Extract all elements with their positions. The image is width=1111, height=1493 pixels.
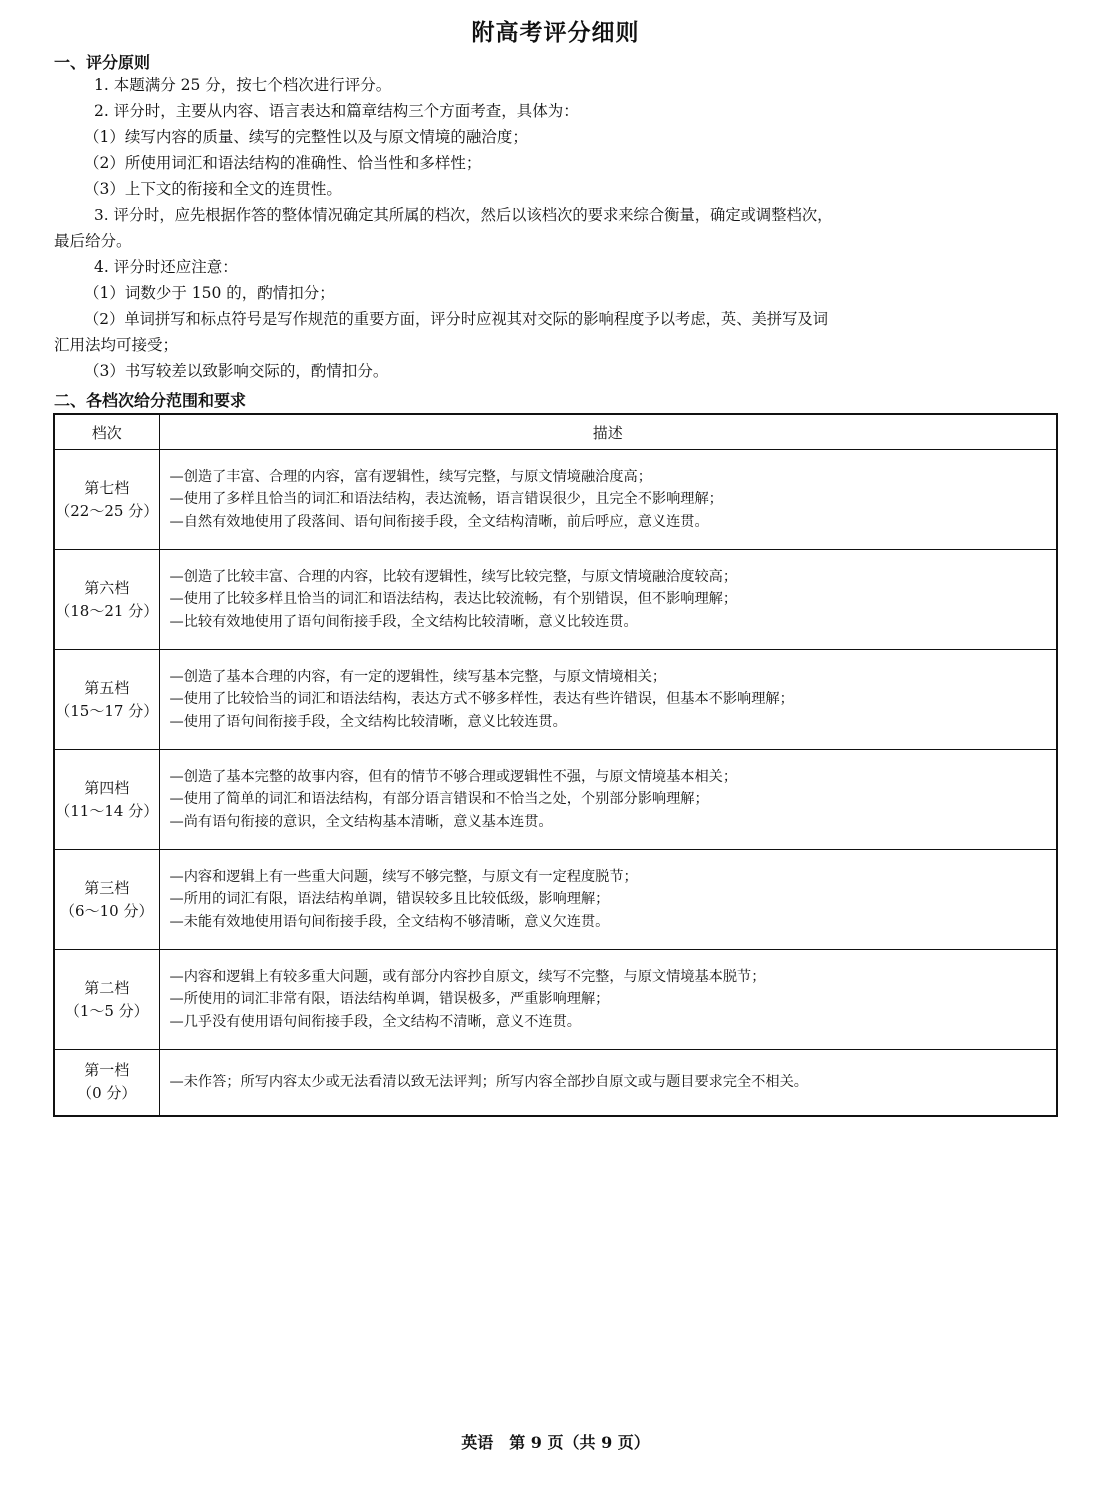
description-line: —创造了基本合理的内容，有一定的逻辑性，续写基本完整，与原文情境相关；: [169, 668, 667, 685]
level-range: （0 分）: [77, 1084, 137, 1103]
description-line: —内容和逻辑上有一些重大问题，续写不够完整，与原文有一定程度脱节；: [169, 868, 638, 885]
description-line: —几乎没有使用语句间衔接手段，全文结构不清晰，意义不连贯。: [169, 1013, 581, 1030]
description-line: —创造了丰富、合理的内容，富有逻辑性，续写完整，与原文情境融洽度高；: [169, 468, 652, 485]
description-line: —创造了基本完整的故事内容，但有的情节不够合理或逻辑性不强，与原文情境基本相关；: [169, 768, 738, 785]
rule-4-item-1: （1）词数少于 150 的，酌情扣分；: [84, 284, 335, 302]
level-range: （1～5 分）: [64, 1001, 149, 1020]
rule-2-item-3: （3）上下文的衔接和全文的连贯性。: [84, 180, 342, 198]
section-2-heading: 二、各档次给分范围和要求: [54, 391, 247, 410]
description-line: —未作答；所写内容太少或无法看清以致无法评判；所写内容全部抄自原文或与题目要求完全不相关。: [169, 1074, 808, 1090]
description-line: —使用了简单的词汇和语法结构，有部分语言错误和不恰当之处，个别部分影响理解；: [169, 791, 709, 808]
description-cell: [159, 1050, 1057, 1116]
description-line: —使用了语句间衔接手段，全文结构比较清晰，意义比较连贯。: [169, 713, 567, 730]
table-row: [54, 750, 1057, 850]
description-line: —比较有效地使用了语句间衔接手段，全文结构比较清晰，意义比较连贯。: [169, 613, 638, 630]
table-row: [54, 550, 1057, 650]
table-header-row: [54, 414, 1057, 450]
scoring-table: [53, 413, 1058, 1117]
level-name: 第三档: [84, 878, 130, 897]
level-cell: [54, 550, 159, 650]
document-title: 附高考评分细则: [471, 20, 640, 46]
rule-4-item-3: （3）书写较差以致影响交际的，酌情扣分。: [84, 362, 389, 380]
table-row: [54, 850, 1057, 950]
description-line: —内容和逻辑上有较多重大问题，或有部分内容抄自原文，续写不完整，与原文情境基本脱节；: [169, 968, 766, 985]
table-row: [54, 950, 1057, 1050]
level-cell: [54, 1050, 159, 1116]
level-cell: [54, 850, 159, 950]
level-cell: [54, 650, 159, 750]
rule-2: 2. 评分时，主要从内容、语言表达和篇章结构三个方面考查，具体为：: [94, 102, 579, 120]
description-line: —未能有效地使用语句间衔接手段，全文结构不够清晰，意义欠连贯。: [169, 913, 610, 930]
level-name: 第七档: [84, 478, 130, 497]
table-row: [54, 650, 1057, 750]
header-description: 描述: [159, 414, 1057, 450]
rule-2-item-1: （1）续写内容的质量、续写的完整性以及与原文情境的融洽度；: [84, 128, 528, 146]
level-name: 第四档: [84, 778, 130, 797]
description-line: —创造了比较丰富、合理的内容，比较有逻辑性，续写比较完整，与原文情境融洽度较高；: [169, 568, 738, 585]
section-1-heading: 一、评分原则: [54, 53, 151, 72]
description-cell: [159, 950, 1057, 1050]
level-name: 第六档: [84, 578, 130, 597]
description-cell: [159, 750, 1057, 850]
description-line: —使用了多样且恰当的词汇和语法结构，表达流畅，语言错误很少，且完全不影响理解；: [169, 491, 723, 508]
level-range: （15～17 分）: [55, 701, 159, 720]
description-line: —使用了比较多样且恰当的词汇和语法结构，表达比较流畅，有个别错误，但不影响理解；: [169, 591, 738, 608]
description-line: —尚有语句衔接的意识，全文结构基本清晰，意义基本连贯。: [169, 813, 553, 830]
rule-4-item-2-line-1: （2）单词拼写和标点符号是写作规范的重要方面，评分时应视其对交际的影响程度予以考虑，英、美拼写及词: [84, 310, 828, 328]
rule-4-item-2-line-2: 汇用法均可接受；: [54, 336, 179, 354]
level-cell: [54, 750, 159, 850]
rule-3-line-2: 最后给分。: [54, 232, 132, 250]
level-name: 第二档: [84, 978, 130, 997]
description-cell: [159, 650, 1057, 750]
level-range: （18～21 分）: [55, 601, 159, 620]
description-cell: [159, 850, 1057, 950]
table-row: [54, 1050, 1057, 1116]
table-row: [54, 450, 1057, 550]
description-line: —自然有效地使用了段落间、语句间衔接手段，全文结构清晰，前后呼应，意义连贯。: [169, 513, 709, 530]
level-name: 第五档: [84, 678, 130, 697]
level-cell: [54, 450, 159, 550]
description-line: —所用的词汇有限，语法结构单调，错误较多且比较低级，影响理解；: [169, 891, 610, 908]
rule-2-item-2: （2）所使用词汇和语法结构的准确性、恰当性和多样性；: [84, 154, 482, 172]
level-cell: [54, 950, 159, 1050]
level-name: 第一档: [84, 1061, 130, 1080]
description-line: —使用了比较恰当的词汇和语法结构，表达方式不够多样性，表达有些许错误，但基本不影响理解；: [169, 691, 794, 708]
description-cell: [159, 450, 1057, 550]
rule-1: 1. 本题满分 25 分，按七个档次进行评分。: [94, 76, 392, 94]
level-range: （6～10 分）: [60, 901, 154, 920]
header-level: 档次: [54, 414, 159, 450]
level-range: （22～25 分）: [55, 501, 159, 520]
description-line: —所使用的词汇非常有限，语法结构单调，错误极多，严重影响理解；: [169, 991, 610, 1008]
description-cell: [159, 550, 1057, 650]
level-range: （11～14 分）: [55, 801, 159, 820]
rule-3-line-1: 3. 评分时，应先根据作答的整体情况确定其所属的档次，然后以该档次的要求来综合衡量，确定或调整档次，: [94, 206, 833, 224]
page-footer: 英语 第 9 页（共 9 页）: [461, 1433, 650, 1452]
rule-4: 4. 评分时还应注意：: [94, 258, 238, 276]
